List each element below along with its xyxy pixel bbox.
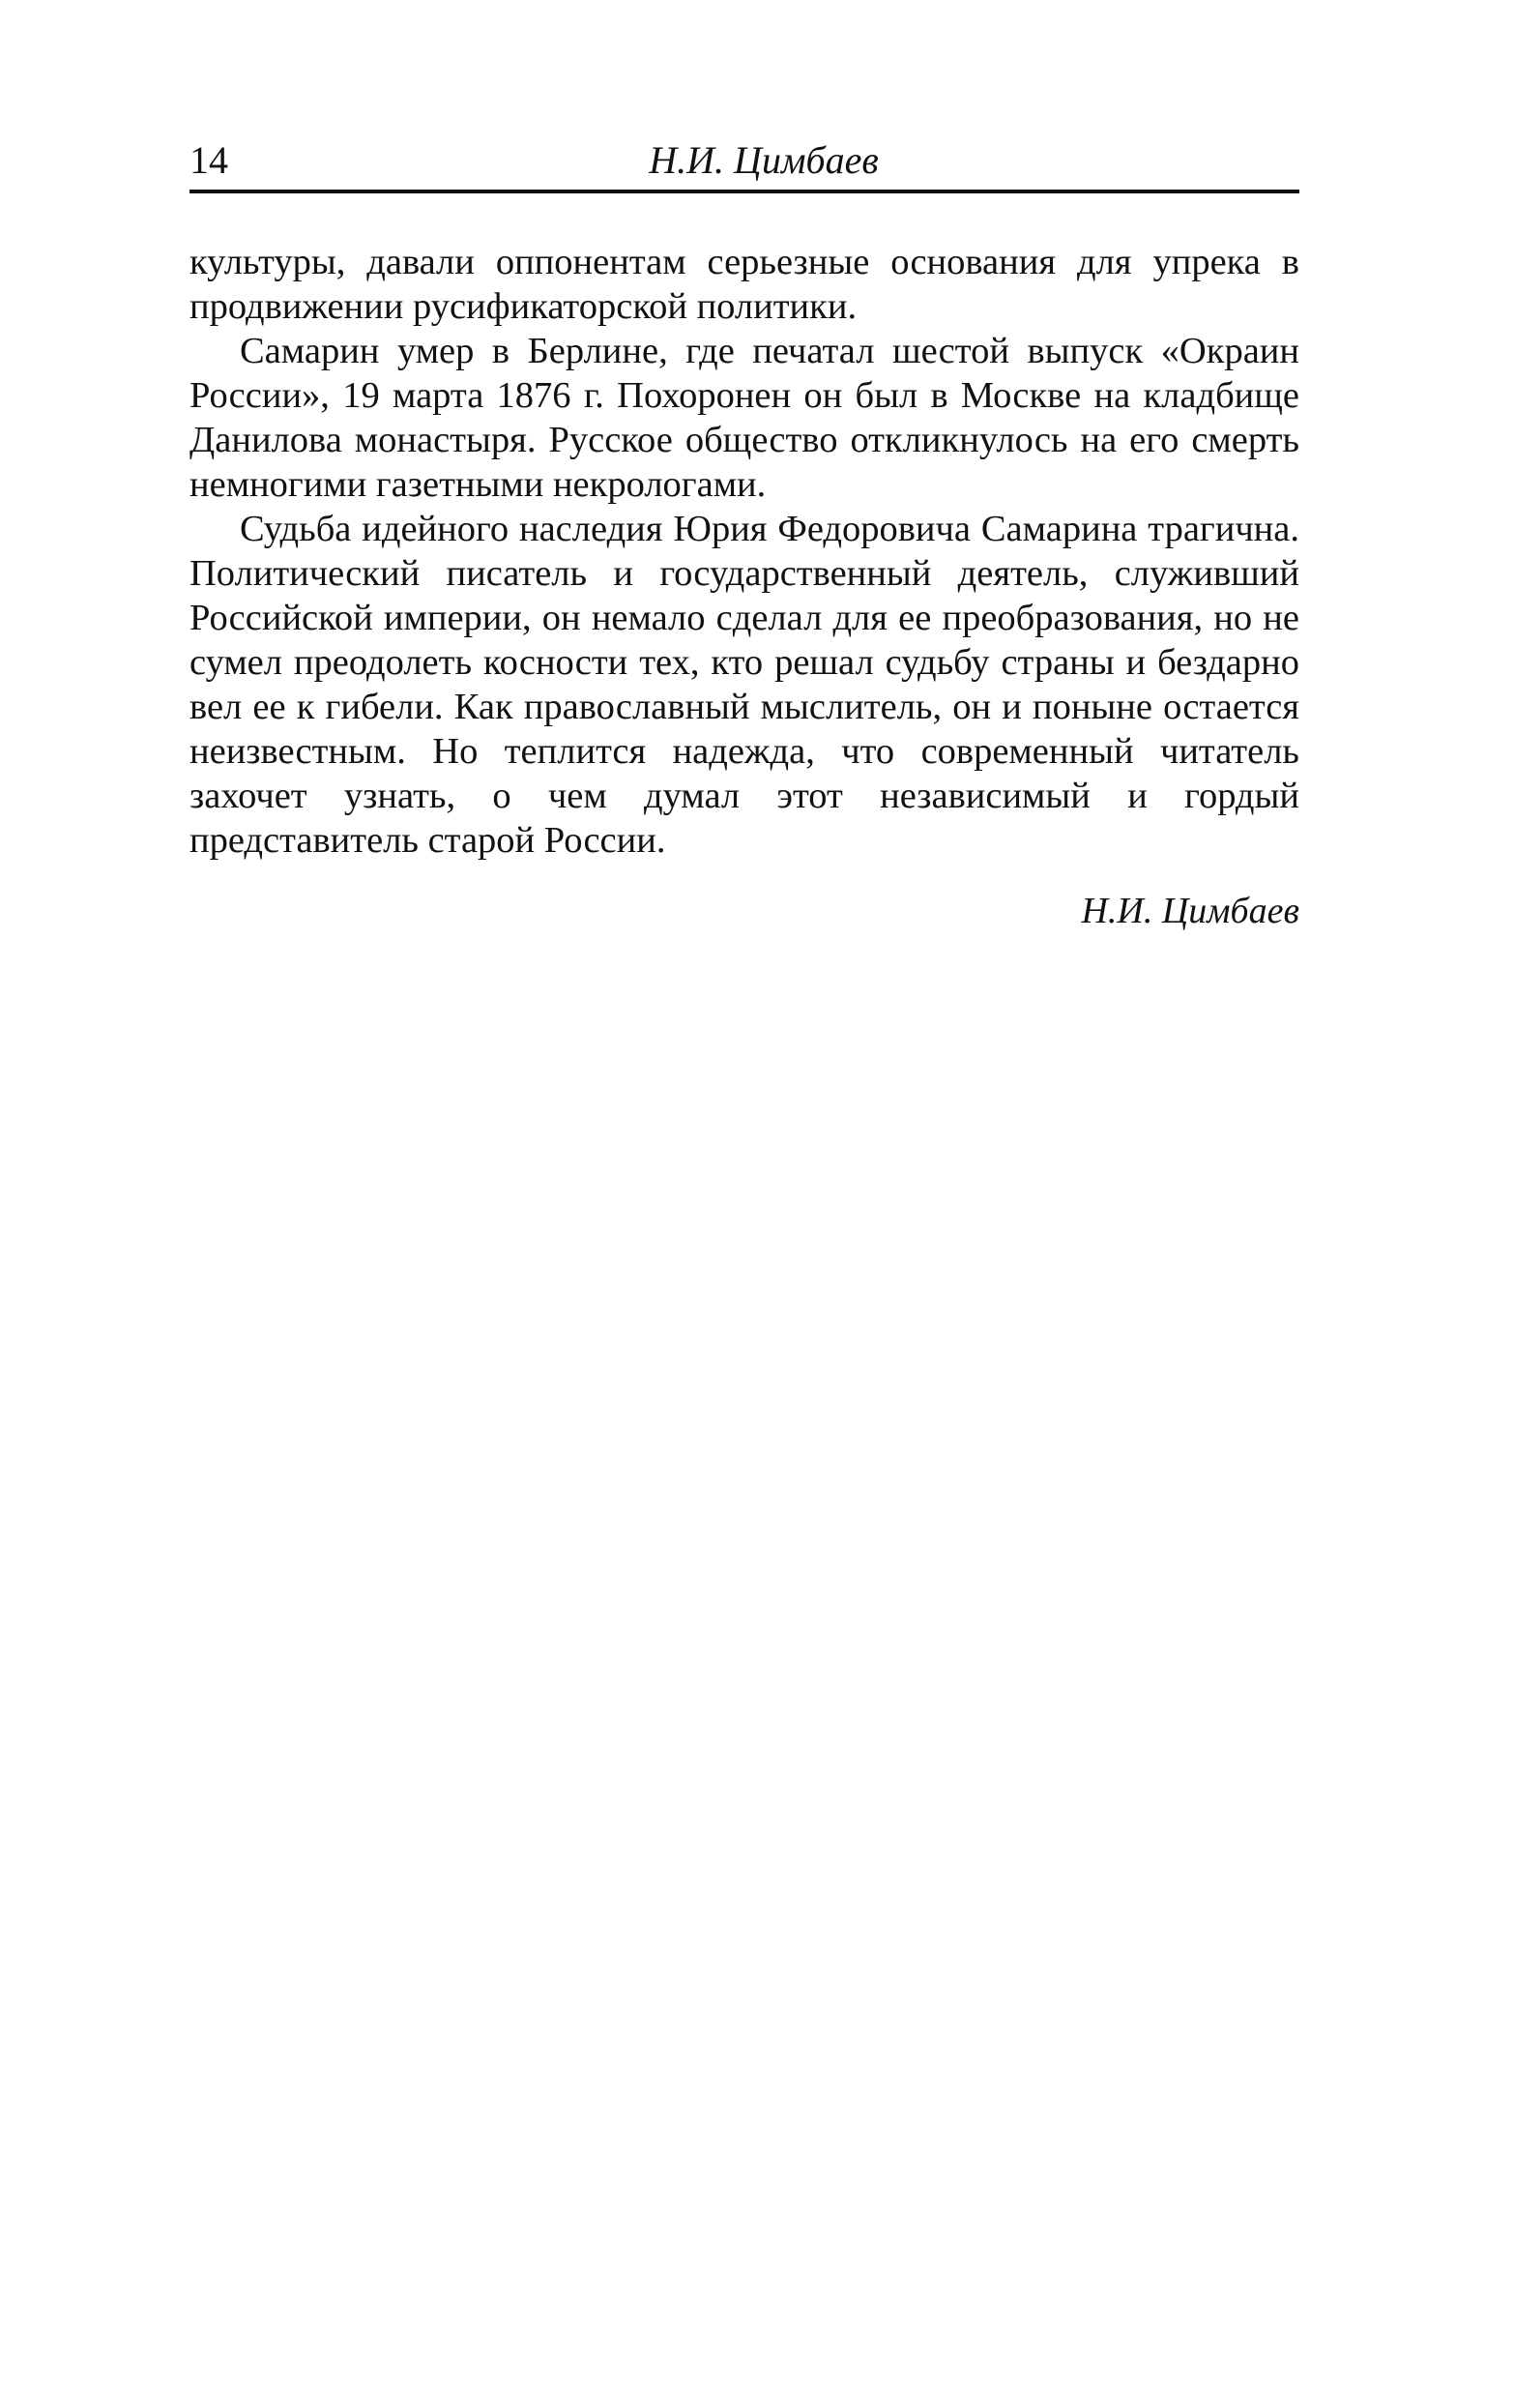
- body-text: [189, 240, 1299, 863]
- paragraph-legacy: Судьба идейного наследия Юрия Федоровича Самарина трагична. Политический писатель и государственный деятель, служивший Российской империи, он немало сделал для ее преобразования, но не сумел преодолеть косности тех, кто решал судьбу страны и бездарно вел ее к гибели. Как православный мыслитель, он и поныне остается неизвестным. Но теплится надежда, что современный читатель захочет узнать, о чем думал этот независимый и гордый представитель старой России.: [189, 509, 1299, 861]
- header-rule: [189, 190, 1299, 193]
- paragraph-continuation: культуры, давали оппонентам серьезные основания для упрека в продвижении русификаторской политики.: [189, 242, 1299, 327]
- running-head: [189, 133, 1299, 188]
- running-head-author: Н.И. Цимбаев: [649, 138, 879, 182]
- paragraph-death: Самарин умер в Берлине, где печатал шестой выпуск «Окраин России», 19 марта 1876 г. Похоронен он был в Москве на кладбище Данилова монастыря. Русское общество откликнулось на его смерть немногими газетными некрологами.: [189, 331, 1299, 505]
- author-signature: Н.И. Цимбаев: [1081, 891, 1299, 931]
- page-number: 14: [189, 138, 228, 182]
